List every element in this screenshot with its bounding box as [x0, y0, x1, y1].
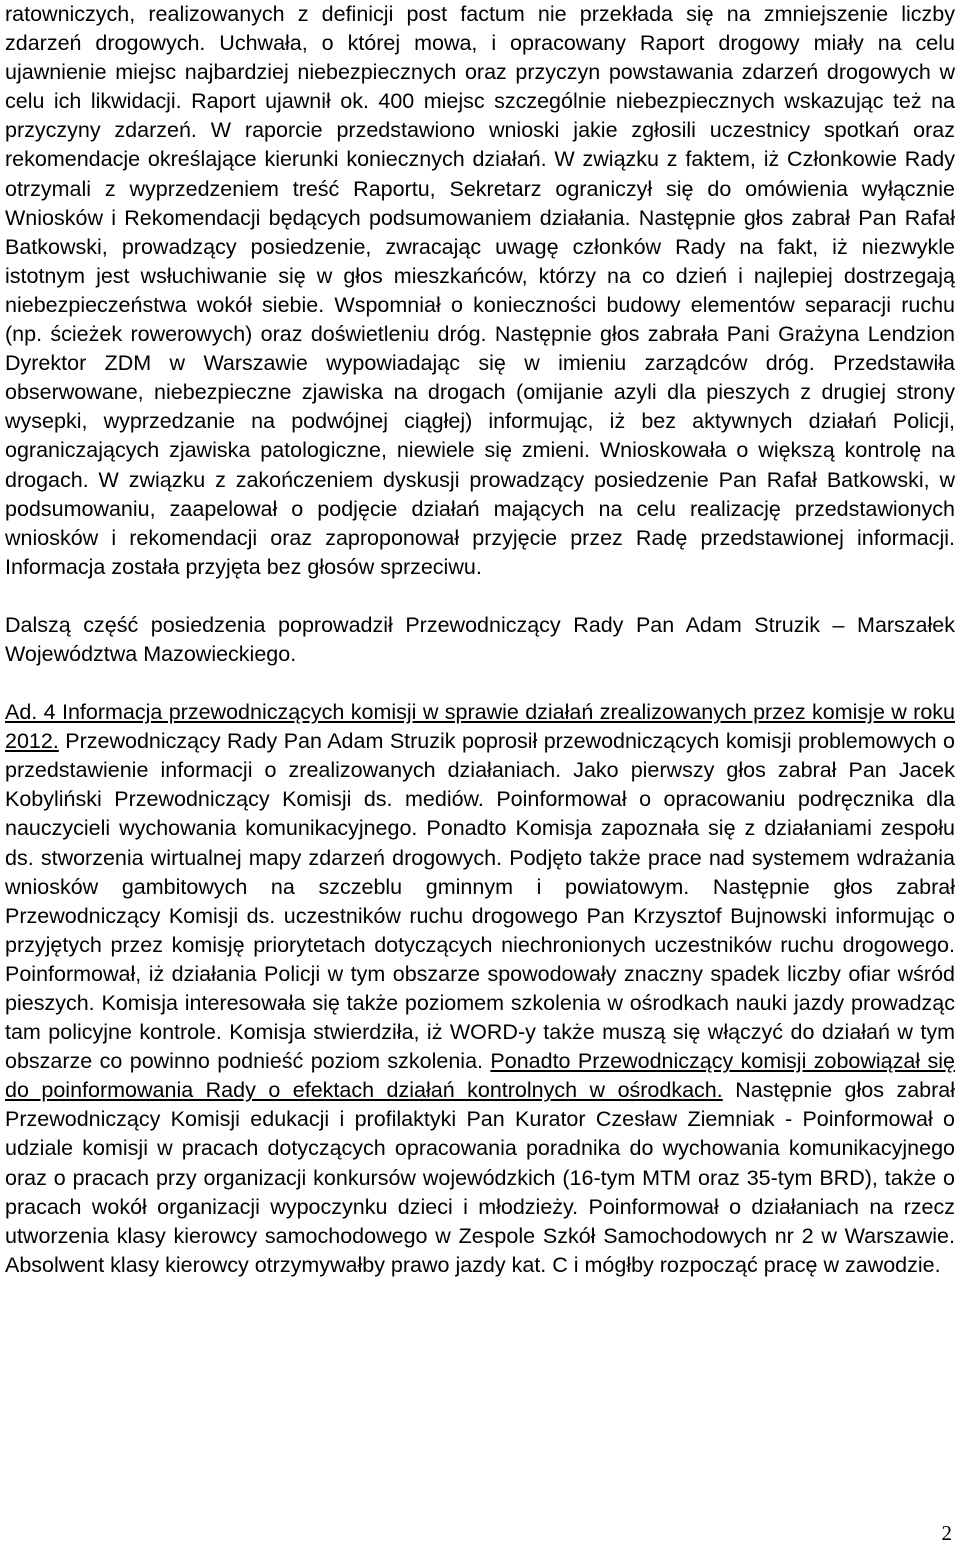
- document-page: [5, 0, 955, 1280]
- paragraph-chair-handover-text: Dalszą część posiedzenia poprowadził Przewodniczący Rady Pan Adam Struzik – Marszałek Województwa Mazowieckiego.: [5, 612, 955, 666]
- agenda-item-4-text-a: Przewodniczący Rady Pan Adam Struzik poprosił przewodniczących komisji problemowych o przedstawienie informacji o zrealizowanych działaniach. Jako pierwszy głos zabrał Pan Jacek Kobyliński Przewodniczący Komisji ds. mediów. Poinformował o opracowaniu podręcznika dla nauczycieli wychowania komunikacyjnego. Ponadto Komisja zapoznała się z działaniami zespołu ds. stworzenia wirtualnej mapy zdarzeń drogowych. Podjęto także prace nad systemem wdrażania wniosków gambitowych na szczeblu gminnym i powiatowym. Następnie głos zabrał Przewodniczący Komisji ds. uczestników ruchu drogowego Pan Krzysztof Bujnowski informując o przyjętych przez komisję priorytetach dotyczących niechronionych uczestników ruchu drogowego. Poinformował, iż działania Policji w tym obszarze spowodowały znaczny spadek liczby ofiar wśród pieszych. Komisja interesowała się także poziomem szkolenia w ośrodkach nauki jazdy prowadząc tam policyjne kontrole. Komisja stwierdziła, iż WORD-y także muszą się włączyć do działań w tym obszarze co powinno podnieść poziom szkolenia.: [5, 729, 955, 1074]
- paragraph-spacer: [5, 669, 955, 698]
- paragraph-road-report-text: ratowniczych, realizowanych z definicji post factum nie przekłada się na zmniejszenie liczby zdarzeń drogowych. Uchwała, o której mowa, i opracowany Raport drogowy miały na celu ujawnienie miejsc najbardziej niebezpiecznych oraz przyczyn powstawania zdarzeń drogowych w celu ich likwidacji. Raport ujawnił ok. 400 miejsc szczególnie niebezpiecznych wskazując też na przyczyny zdarzeń. W raporcie przedstawiono wnioski jakie zgłosili uczestnicy spotkań oraz rekomendacje określające kierunki koniecznych działań. W związku z faktem, iż Członkowie Rady otrzymali z wyprzedzeniem treść Raportu, Sekretarz ograniczył się do omówienia wyłącznie Wniosków i Rekomendacji będących podsumowaniem działania. Następnie głos zabrał Pan Rafał Batkowski, prowadzący posiedzenie, zwracając uwagę członków Rady na fakt, iż niezwykle istotnym jest wsłuchiwanie się w głos mieszkańców, którzy na co dzień i najlepiej dostrzegają niebezpieczeństwa wokół siebie. Wspomniał o konieczności budowy elementów separacji ruchu (np. ścieżek rowerowych) oraz doświetleniu dróg. Następnie głos zabrała Pani Grażyna Lendzion Dyrektor ZDM w Warszawie wypowiadając się w imieniu zarządców dróg. Przedstawiła obserwowane, niebezpieczne zjawiska na drogach (omijanie azyli dla pieszych z drugiej strony wysepki, wyprzedzanie na podwójnej ciągłej) informując, iż bez aktywnych działań Policji, ograniczających zjawiska patologiczne, niewiele się zmieni. Wnioskowała o większą kontrolę na drogach. W związku z zakończeniem dyskusji prowadzący posiedzenie Pan Rafał Batkowski, w podsumowaniu, zaapelował o podjęcie działań mających na celu realizację przedstawionych wniosków i rekomendacji oraz zaproponował przyjęcie przez Radę przedstawionej informacji. Informacja została przyjęta bez głosów sprzeciwu.: [5, 2, 955, 579]
- paragraph-road-report: [5, 0, 955, 582]
- paragraph-spacer: [5, 582, 955, 611]
- page-number: 2: [941, 1521, 952, 1545]
- agenda-item-4-heading: Ad. 4 Informacja przewodniczących komisji w sprawie działań zrealizowanych przez komisje w roku 2012.: [5, 700, 955, 754]
- paragraph-chair-handover: [5, 611, 955, 669]
- agenda-item-4-text-b: Następnie głos zabrał Przewodniczący Komisji edukacji i profilaktyki Pan Kurator Czesław Ziemniak - Poinformował o udziale komisji w pracach dotyczących opracowania poradnika do wychowania komunikacyjnego oraz o pracach przy organizacji konkursów wojewódzkich (16-tym MTM oraz 35-tym BRD), także o pracach wokół organizacji wypoczynku dzieci i młodzieży. Poinformował o działaniach na rzecz utworzenia klasy kierowcy samochodowego w Zespole Szkół Samochodowych nr 2 w Warszawie. Absolwent klasy kierowcy otrzymywałby prawo jazdy kat. C i mógłby rozpocząć pracę w zawodzie.: [5, 1078, 956, 1277]
- agenda-item-4-underlined-commitment: Ponadto Przewodniczący komisji zobowiązał się do poinformowania Rady o efektach działań kontrolnych w ośrodkach.: [5, 1049, 955, 1103]
- paragraph-item-4: [5, 698, 955, 1280]
